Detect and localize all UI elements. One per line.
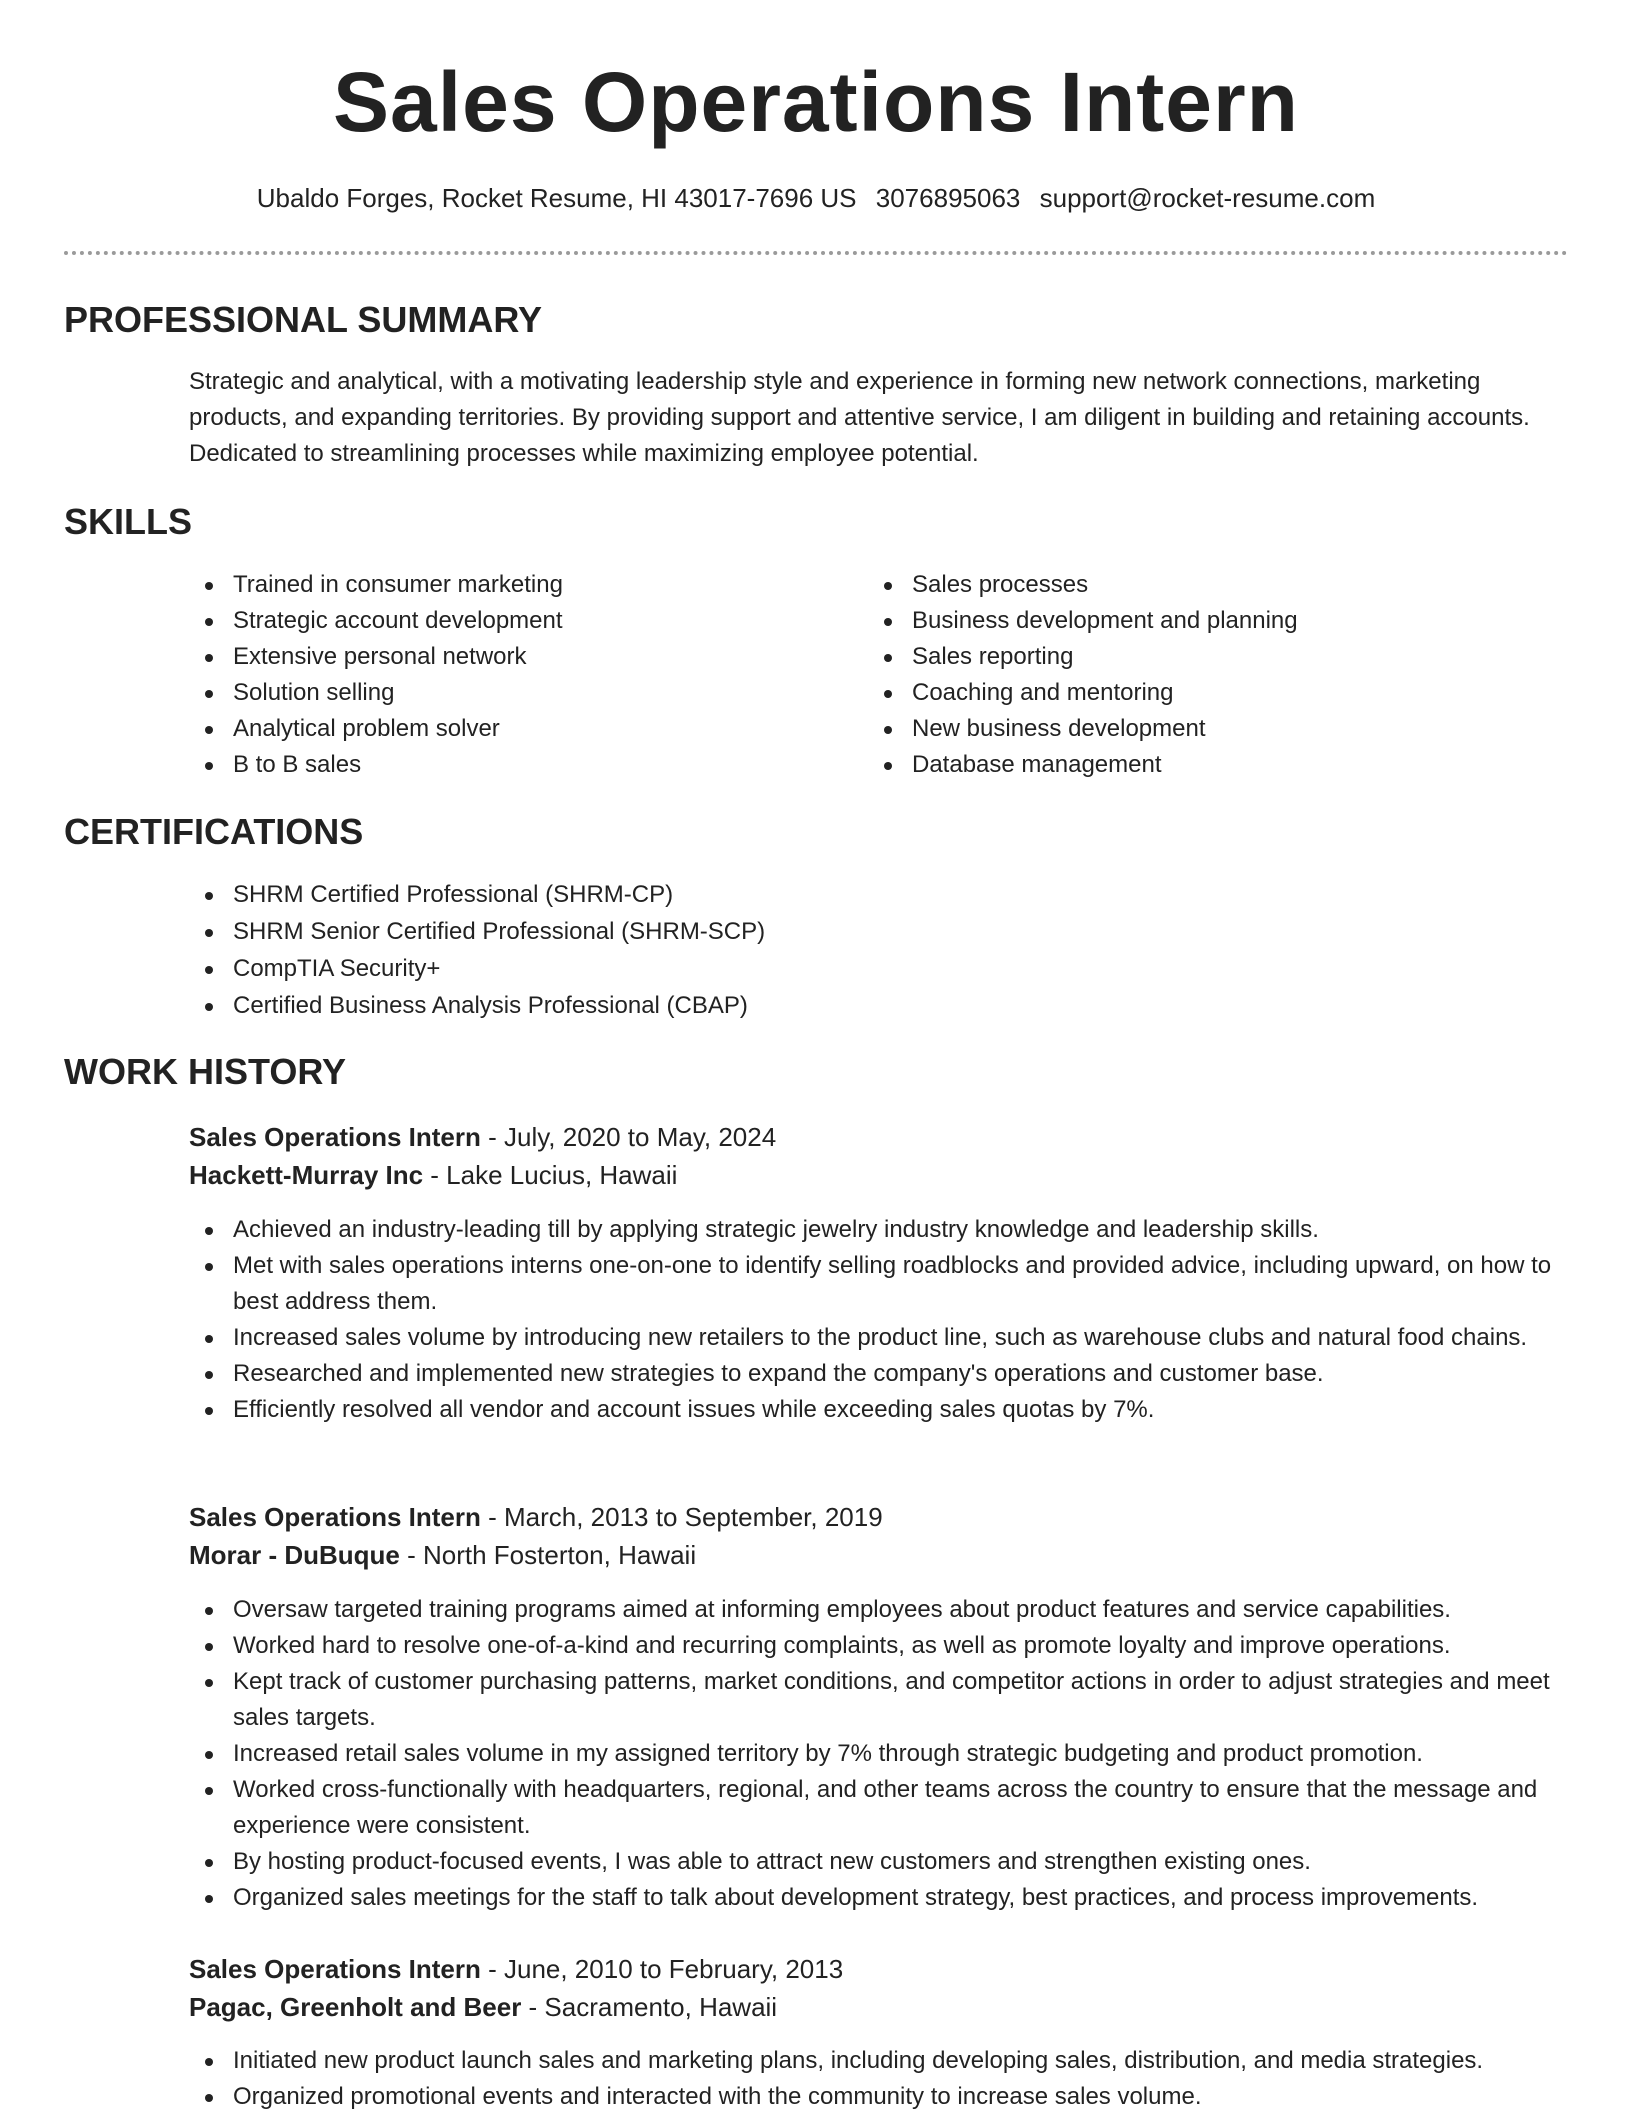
contact-address: Ubaldo Forges, Rocket Resume, HI 43017-7696 US: [256, 183, 857, 213]
job-role: Sales Operations Intern: [189, 1122, 481, 1152]
skills-list-left: [189, 567, 829, 783]
skill-item: B to B sales: [189, 747, 829, 783]
job-bullet: Increased retail sales volume in my assigned territory by 7% through strategic budgeting and product promotion.: [189, 1736, 1559, 1772]
skill-item: Database management: [868, 747, 1508, 783]
skills-list-right: [868, 567, 1508, 783]
job-role: Sales Operations Intern: [189, 1954, 481, 1984]
job-location: - Lake Lucius, Hawaii: [423, 1160, 678, 1190]
skill-item: Analytical problem solver: [189, 711, 829, 747]
job-2-title-line: [189, 1498, 883, 1536]
job-bullet: Kept track of customer purchasing patterns, market conditions, and competitor actions in order to adjust strategies and meet sales targets.: [189, 1664, 1559, 1736]
job-bullet: Worked cross-functionally with headquarters, regional, and other teams across the country to ensure that the message and experience were consistent.: [189, 1772, 1559, 1844]
job-bullet: Increased sales volume by introducing new retailers to the product line, such as warehouse clubs and natural food chains.: [189, 1320, 1559, 1356]
skill-item: Business development and planning: [868, 603, 1508, 639]
certifications-list: [189, 877, 1549, 1025]
job-3-bullets: [189, 2043, 1559, 2112]
job-company: Morar - DuBuque: [189, 1540, 400, 1570]
job-location: - North Fosterton, Hawaii: [399, 1540, 697, 1570]
resume-title: Sales Operations Intern: [333, 55, 1299, 149]
job-2-bullets: [189, 1592, 1559, 1916]
job-bullet: Met with sales operations interns one-on-one to identify selling roadblocks and provided advice, including upward, on how to best address them.: [189, 1248, 1559, 1320]
job-dates: - July, 2020 to May, 2024: [480, 1122, 777, 1152]
header-divider: [64, 251, 1568, 255]
summary-text: Strategic and analytical, with a motivating leadership style and experience in forming new network connections, marketing products, and expanding territories. By providing support and attentive service, I am diligent in building and retaining accounts. Dedicated to streamlining processes while maximizing employee potential.: [189, 368, 1530, 467]
job-3-title-line: [189, 1950, 843, 1988]
skill-item: Extensive personal network: [189, 639, 829, 675]
job-1-title-line: [189, 1118, 776, 1156]
certifications-heading: CERTIFICATIONS: [64, 811, 364, 852]
skill-item: Coaching and mentoring: [868, 675, 1508, 711]
certification-item: SHRM Certified Professional (SHRM-CP): [189, 877, 1549, 913]
job-bullet: Oversaw targeted training programs aimed at informing employees about product features and service capabilities.: [189, 1592, 1559, 1628]
job-1-company-line: [189, 1156, 677, 1194]
work-history-heading: WORK HISTORY: [64, 1051, 347, 1092]
skills-heading: SKILLS: [64, 501, 193, 542]
job-bullet: Organized promotional events and interacted with the community to increase sales volume.: [189, 2079, 1559, 2112]
skill-item: Trained in consumer marketing: [189, 567, 829, 603]
job-role: Sales Operations Intern: [189, 1502, 481, 1532]
job-company: Pagac, Greenholt and Beer: [189, 1992, 522, 2022]
skill-item: Sales processes: [868, 567, 1508, 603]
certification-item: SHRM Senior Certified Professional (SHRM-SCP): [189, 914, 1549, 950]
job-bullet: By hosting product-focused events, I was able to attract new customers and strengthen existing ones.: [189, 1844, 1559, 1880]
skill-item: New business development: [868, 711, 1508, 747]
certification-item: CompTIA Security+: [189, 951, 1549, 987]
job-bullet: Organized sales meetings for the staff to talk about development strategy, best practices, and process improvements.: [189, 1880, 1559, 1916]
job-1-bullets: [189, 1212, 1559, 1428]
contact-line: [0, 180, 1632, 216]
job-bullet: Worked hard to resolve one-of-a-kind and recurring complaints, as well as promote loyalty and improve operations.: [189, 1628, 1559, 1664]
job-2-company-line: [189, 1536, 696, 1574]
certification-item: Certified Business Analysis Professional (CBAP): [189, 988, 1549, 1024]
skill-item: Sales reporting: [868, 639, 1508, 675]
job-bullet: Achieved an industry-leading till by applying strategic jewelry industry knowledge and leadership skills.: [189, 1212, 1559, 1248]
job-bullet: Efficiently resolved all vendor and account issues while exceeding sales quotas by 7%.: [189, 1392, 1559, 1428]
skill-item: Solution selling: [189, 675, 829, 711]
job-bullet: Initiated new product launch sales and marketing plans, including developing sales, distribution, and media strategies.: [189, 2043, 1559, 2079]
job-3-company-line: [189, 1988, 777, 2026]
job-dates: - June, 2010 to February, 2013: [480, 1954, 844, 1984]
contact-phone: 3076895063: [875, 183, 1021, 213]
skill-item: Strategic account development: [189, 603, 829, 639]
contact-email[interactable]: support@rocket-resume.com: [1039, 183, 1376, 213]
job-company: Hackett-Murray Inc: [189, 1160, 424, 1190]
summary-heading: PROFESSIONAL SUMMARY: [64, 299, 543, 340]
job-location: - Sacramento, Hawaii: [521, 1992, 778, 2022]
job-dates: - March, 2013 to September, 2019: [480, 1502, 883, 1532]
job-bullet: Researched and implemented new strategies to expand the company's operations and customer base.: [189, 1356, 1559, 1392]
